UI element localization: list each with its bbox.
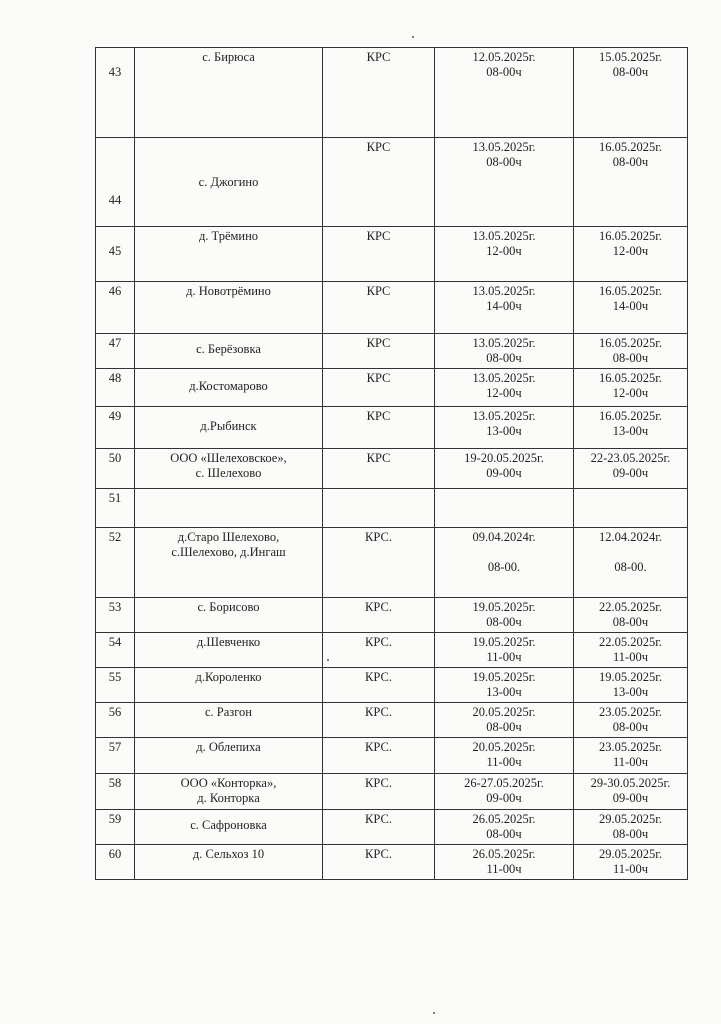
table-row [96,738,688,774]
table-row [96,369,688,407]
animal-type: КРС [323,334,435,369]
start-cell [435,227,574,282]
animal-type: КРС. [323,810,435,845]
end-cell [574,845,688,880]
end-cell [574,738,688,774]
table-row [96,449,688,489]
start-time: 13-00ч [486,685,522,699]
settlement-cell [135,738,323,774]
table-row [96,668,688,703]
animal-type: КРС [323,138,435,227]
start-time: 12-00ч [486,244,522,258]
row-number: 48 [96,369,135,407]
settlement-cell [135,528,323,598]
settlement-name: ООО «Конторка», [180,776,277,790]
start-date: 19-20.05.2025г. [464,451,544,465]
end-date: 16.05.2025г. [598,336,663,350]
row-number: 54 [96,633,135,668]
settlement-cell [135,138,323,227]
animal-type: КРС. [323,703,435,738]
settlement-cell [135,449,323,489]
start-date: 20.05.2025г. [472,740,536,754]
start-date: 13.05.2025г. [472,284,536,298]
start-cell [435,845,574,880]
end-cell [574,528,688,598]
start-date: 13.05.2025г. [472,409,536,423]
table-row [96,282,688,334]
settlement-name: д.Старо Шелехово, [177,530,280,544]
start-cell [435,334,574,369]
settlement-cell [135,48,323,138]
row-number: 45 [96,227,135,282]
end-date: 16.05.2025г. [598,371,663,385]
end-cell [574,138,688,227]
end-date: 19.05.2025г. [598,670,663,684]
start-time: 11-00ч [486,862,522,876]
end-time: 13-00ч [612,424,649,438]
start-time: 08-00ч [486,351,522,365]
start-cell [435,449,574,489]
end-time: 12-00ч [612,244,649,258]
start-date: 13.05.2025г. [472,229,536,243]
start-cell [435,282,574,334]
settlement-cell [135,810,323,845]
settlement-name: д. Сельхоз 10 [192,847,265,861]
start-date: 13.05.2025г. [472,371,536,385]
animal-type: КРС. [323,668,435,703]
start-date: 19.05.2025г. [472,670,536,684]
settlement-name: с. Берёзовка [196,342,261,356]
end-time: 08-00ч [612,615,649,629]
settlement-cell [135,282,323,334]
end-date: 22-23.05.2025г. [590,451,671,465]
row-number: 47 [96,334,135,369]
start-date: 26.05.2025г. [472,812,536,826]
end-time: 08-00ч [612,65,649,79]
end-cell [574,598,688,633]
row-number: 57 [96,738,135,774]
start-cell [435,48,574,138]
start-time: 08-00ч [486,155,522,169]
end-time: 12-00ч [612,386,649,400]
start-date: 09.04.2024г. [472,530,536,544]
scan-speck [433,1012,435,1014]
end-cell [574,774,688,810]
start-time: 11-00ч [486,755,522,769]
end-date: 15.05.2025г. [598,50,663,64]
end-date: 29-30.05.2025г. [590,776,671,790]
animal-type [323,489,435,528]
end-time: 11-00ч [613,755,648,769]
start-cell [435,528,574,598]
table-row [96,703,688,738]
table-row [96,774,688,810]
settlement-name: д.Костомарово [189,379,268,393]
animal-type: КРС [323,282,435,334]
start-time: 09-00ч [486,466,522,480]
settlement-cell [135,703,323,738]
start-time: 11-00ч [486,650,522,664]
row-number: 59 [96,810,135,845]
settlement-cell [135,598,323,633]
row-number: 51 [96,489,135,528]
animal-type: КРС [323,227,435,282]
table-row [96,227,688,282]
settlement-name: с. Борисово [197,600,260,614]
settlement-cell [135,407,323,449]
settlement-name: с. Шелехово [195,466,262,480]
row-number: 49 [96,407,135,449]
settlement-cell [135,369,323,407]
end-cell [574,703,688,738]
end-date: 22.05.2025г. [598,635,663,649]
start-cell [435,738,574,774]
start-cell [435,598,574,633]
animal-type: КРС [323,449,435,489]
end-date: 16.05.2025г. [598,229,663,243]
end-date: 23.05.2025г. [598,740,663,754]
start-cell [435,489,574,528]
table-row [96,334,688,369]
end-time: 09-00ч [612,791,649,805]
end-date: 23.05.2025г. [598,705,663,719]
animal-type: КРС [323,48,435,138]
table-row [96,407,688,449]
settlement-cell [135,845,323,880]
end-cell [574,334,688,369]
start-cell [435,668,574,703]
end-time: 13-00ч [612,685,649,699]
animal-type: КРС. [323,845,435,880]
start-date: 12.05.2025г. [472,50,536,64]
table-row [96,845,688,880]
start-cell [435,703,574,738]
start-date: 19.05.2025г. [472,635,536,649]
scan-speck [412,36,414,38]
settlement-cell [135,334,323,369]
settlement-cell [135,489,323,528]
row-number: 43 [96,48,135,138]
end-date: 29.05.2025г. [598,847,663,861]
end-cell [574,668,688,703]
settlement-name: ООО «Шелеховское», [170,451,287,465]
end-time: 11-00ч [613,650,648,664]
settlement-name: д. Облепиха [196,740,261,754]
end-cell [574,282,688,334]
end-time: 09-00ч [612,466,649,480]
end-cell [574,810,688,845]
start-date: 19.05.2025г. [472,600,536,614]
start-time: 09-00ч [486,791,522,805]
end-date: 16.05.2025г. [598,409,663,423]
settlement-name: с. Бирюса [202,50,255,64]
animal-type: КРС. [323,633,435,668]
end-date: 16.05.2025г. [598,140,663,154]
row-number: 60 [96,845,135,880]
table-row [96,598,688,633]
settlement-cell [135,668,323,703]
table-row [96,810,688,845]
end-date: 12.04.2024г. [598,530,663,544]
start-cell [435,407,574,449]
end-cell [574,369,688,407]
end-time: 08-00ч [612,720,649,734]
start-time: 08-00ч [486,65,522,79]
end-cell [574,489,688,528]
end-cell [574,407,688,449]
settlement-name: д.Шевченко [196,635,261,649]
row-number: 50 [96,449,135,489]
start-date: 13.05.2025г. [472,140,536,154]
end-date: 29.05.2025г. [598,812,663,826]
row-number: 56 [96,703,135,738]
row-number: 55 [96,668,135,703]
settlement-name: д.Рыбинск [200,419,257,433]
start-date: 26.05.2025г. [472,847,536,861]
animal-type: КРС [323,407,435,449]
table-row [96,633,688,668]
end-date: 22.05.2025г. [598,600,663,614]
end-time: 08-00. [614,560,647,574]
schedule-table [95,47,688,880]
table-row [96,489,688,528]
end-cell [574,633,688,668]
start-cell [435,774,574,810]
start-time: 14-00ч [486,299,522,313]
start-date: 13.05.2025г. [472,336,536,350]
row-number: 44 [96,138,135,227]
end-date: 16.05.2025г. [598,284,663,298]
start-cell [435,633,574,668]
start-time: 08-00ч [486,615,522,629]
start-time: 08-00ч [486,827,522,841]
settlement-name: д. Трёмино [198,229,259,243]
start-time: 12-00ч [486,386,522,400]
row-number: 46 [96,282,135,334]
settlement-name: с. Сафроновка [190,818,267,832]
end-time: 11-00ч [613,862,648,876]
end-time: 08-00ч [612,827,649,841]
end-cell [574,449,688,489]
table-row [96,48,688,138]
settlement-cell [135,633,323,668]
settlement-cell [135,227,323,282]
end-time: 14-00ч [612,299,649,313]
start-time: 08-00. [487,560,521,574]
settlement-name: д.Короленко [195,670,262,684]
animal-type: КРС. [323,528,435,598]
animal-type: КРС. [323,598,435,633]
end-time: 08-00ч [612,155,649,169]
animal-type: КРС. [323,738,435,774]
start-cell [435,369,574,407]
start-time: 08-00ч [486,720,522,734]
settlement-name: д. Конторка [197,791,260,805]
row-number: 58 [96,774,135,810]
settlement-cell [135,774,323,810]
settlement-name: с.Шелехово, д.Ингаш [171,545,286,559]
row-number: 53 [96,598,135,633]
row-number: 52 [96,528,135,598]
start-time: 13-00ч [486,424,522,438]
start-cell [435,810,574,845]
animal-type: КРС. [323,774,435,810]
end-cell [574,48,688,138]
start-date: 20.05.2025г. [472,705,536,719]
table-row [96,528,688,598]
settlement-name: с. Разгон [205,705,252,719]
end-time: 08-00ч [612,351,649,365]
start-cell [435,138,574,227]
animal-type: КРС [323,369,435,407]
settlement-name: с. Джогино [198,174,259,189]
table-row [96,138,688,227]
start-date: 26-27.05.2025г. [464,776,544,790]
end-cell [574,227,688,282]
settlement-name: д. Новотрёмино [186,284,271,298]
